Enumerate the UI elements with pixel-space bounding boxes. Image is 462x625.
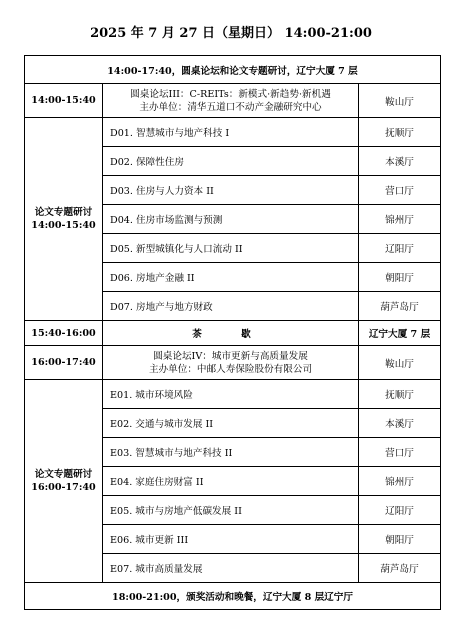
session-e-venue: 锦州厅 bbox=[359, 467, 441, 496]
break-venue: 辽宁大厦 7 层 bbox=[359, 321, 441, 346]
roundtable4-time: 16:00-17:40 bbox=[25, 346, 103, 380]
session-d-topic: D01. 智慧城市与地产科技 I bbox=[103, 118, 359, 147]
session-d-venue: 葫芦岛厅 bbox=[359, 292, 441, 321]
session-e-topic: E04. 家庭住房财富 II bbox=[103, 467, 359, 496]
session-e-venue: 抚顺厅 bbox=[359, 380, 441, 409]
banner-bottom: 18:00-21:00，颁奖活动和晚餐，辽宁大厦 8 层辽宁厅 bbox=[25, 583, 441, 610]
break-label: 茶 歇 bbox=[103, 321, 359, 346]
table-row bbox=[25, 118, 441, 147]
break-row bbox=[25, 321, 441, 346]
roundtable4-host: 主办单位：中邮人寿保险股份有限公司 bbox=[148, 363, 313, 375]
roundtable4-title: 圆桌论坛IV：城市更新与高质量发展 bbox=[153, 350, 308, 362]
session-e-topic: E06. 城市更新 III bbox=[103, 525, 359, 554]
session-e-topic: E01. 城市环境风险 bbox=[103, 380, 359, 409]
session-d-topic: D04. 住房市场监测与预测 bbox=[103, 205, 359, 234]
session-e-venue: 营口厅 bbox=[359, 438, 441, 467]
banner-row-bottom bbox=[25, 583, 441, 610]
roundtable4-venue: 鞍山厅 bbox=[359, 346, 441, 380]
session-e-topic: E07. 城市高质量发展 bbox=[103, 554, 359, 583]
session-d-topic: D07. 房地产与地方财政 bbox=[103, 292, 359, 321]
roundtable3-title: 圆桌论坛III：C-REITs：新模式·新趋势·新机遇 bbox=[130, 88, 331, 100]
table-row bbox=[25, 380, 441, 409]
session-e-label: 论文专题研讨 16:00-17:40 bbox=[25, 380, 103, 583]
banner-row-top bbox=[25, 56, 441, 84]
banner-top: 14:00-17:40，圆桌论坛和论文专题研讨，辽宁大厦 7 层 bbox=[25, 56, 441, 84]
roundtable-row bbox=[25, 84, 441, 118]
roundtable3-host: 主办单位：清华五道口不动产金融研究中心 bbox=[139, 101, 322, 113]
roundtable-row bbox=[25, 346, 441, 380]
roundtable3-venue: 鞍山厅 bbox=[359, 84, 441, 118]
session-d-topic: D03. 住房与人力资本 II bbox=[103, 176, 359, 205]
roundtable4-info bbox=[103, 346, 359, 380]
session-e-venue: 朝阳厅 bbox=[359, 525, 441, 554]
session-d-venue: 本溪厅 bbox=[359, 147, 441, 176]
session-d-venue: 抚顺厅 bbox=[359, 118, 441, 147]
session-d-venue: 锦州厅 bbox=[359, 205, 441, 234]
roundtable3-time: 14:00-15:40 bbox=[25, 84, 103, 118]
session-e-venue: 本溪厅 bbox=[359, 409, 441, 438]
session-e-topic: E05. 城市与房地产低碳发展 II bbox=[103, 496, 359, 525]
session-e-venue: 辽阳厅 bbox=[359, 496, 441, 525]
break-time: 15:40-16:00 bbox=[25, 321, 103, 346]
session-d-topic: D06. 房地产金融 II bbox=[103, 263, 359, 292]
session-d-venue: 朝阳厅 bbox=[359, 263, 441, 292]
session-e-venue: 葫芦岛厅 bbox=[359, 554, 441, 583]
session-e-topic: E02. 交通与城市发展 II bbox=[103, 409, 359, 438]
session-d-venue: 营口厅 bbox=[359, 176, 441, 205]
schedule-table bbox=[24, 55, 441, 610]
session-e-topic: E03. 智慧城市与地产科技 II bbox=[103, 438, 359, 467]
page-title: 2025 年 7 月 27 日（星期日） 14:00-21:00 bbox=[90, 26, 372, 41]
roundtable3-info bbox=[103, 84, 359, 118]
session-d-venue: 辽阳厅 bbox=[359, 234, 441, 263]
session-d-topic: D02. 保障性住房 bbox=[103, 147, 359, 176]
session-d-topic: D05. 新型城镇化与人口流动 II bbox=[103, 234, 359, 263]
session-d-label: 论文专题研讨 14:00-15:40 bbox=[25, 118, 103, 321]
